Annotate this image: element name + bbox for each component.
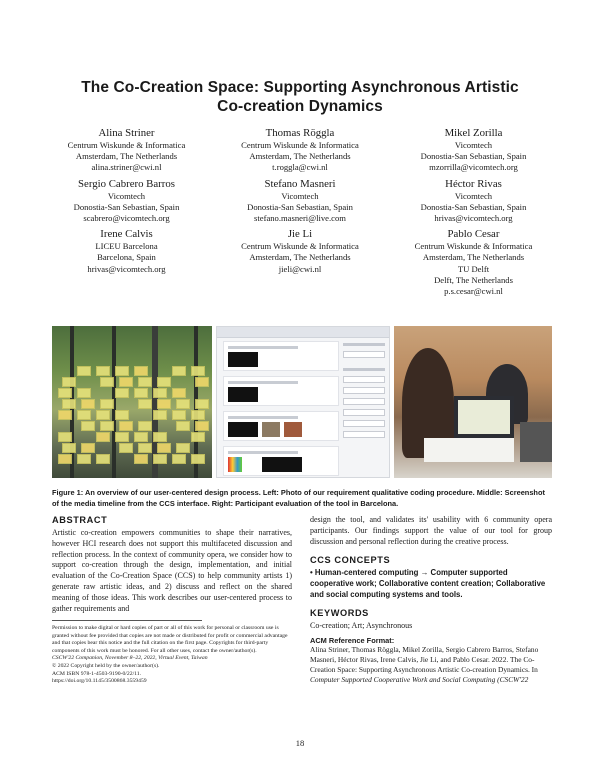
author-affiliation: Centrum Wiskunde & Informatica bbox=[241, 140, 359, 150]
author-location: Amsterdam, The Netherlands bbox=[422, 252, 525, 263]
sticky-note bbox=[195, 399, 209, 409]
author-affiliation: Centrum Wiskunde & Informatica bbox=[241, 241, 359, 252]
sticky-note bbox=[81, 421, 95, 431]
author-name: Stefano Masneri bbox=[264, 177, 336, 190]
author-affiliation: Vicomtech bbox=[281, 190, 319, 201]
sticky-note bbox=[100, 377, 114, 387]
sticky-note bbox=[134, 366, 148, 376]
sticky-note bbox=[62, 399, 76, 409]
author-name: Héctor Rivas bbox=[445, 177, 502, 190]
abstract-heading: ABSTRACT bbox=[52, 515, 108, 525]
author-email: jieli@cwi.nl bbox=[278, 263, 322, 274]
author-card bbox=[40, 228, 213, 297]
media-timeline-screenshot bbox=[216, 326, 390, 478]
sticky-note bbox=[176, 399, 190, 409]
acm-reference-heading: ACM Reference Format: bbox=[310, 635, 395, 645]
author-name: Sergio Cabrero Barros bbox=[78, 177, 175, 190]
participant-evaluation-photo bbox=[394, 326, 552, 478]
sticky-note bbox=[115, 366, 129, 376]
abstract-continuation: design the tool, and validates its' usability with 6 community opera participants. Our findings support the value of our tool for group discussion and personal reflection during the creative process. bbox=[310, 515, 552, 546]
copyright-line: © 2022 Copyright held by the owner/author(s). bbox=[52, 662, 160, 669]
browser-bar bbox=[217, 327, 389, 338]
title-line-2: Co-creation Dynamics bbox=[217, 98, 383, 115]
keywords-heading: KEYWORDS bbox=[310, 608, 369, 619]
laptop-screen bbox=[458, 400, 510, 434]
timeline-post bbox=[223, 411, 339, 441]
sticky-note bbox=[172, 410, 186, 420]
paper-title bbox=[40, 78, 560, 116]
sticky-note bbox=[77, 366, 91, 376]
sticky-note bbox=[191, 432, 205, 442]
timeline-post bbox=[223, 341, 339, 371]
sticky-note bbox=[100, 421, 114, 431]
author-affiliation: Vicomtech bbox=[107, 190, 146, 201]
author-affiliation: Centrum Wiskunde & Informatica bbox=[67, 140, 186, 150]
author-location: Barcelona, Spain bbox=[97, 252, 156, 263]
acm-reference-venue: Computer Supported Cooperative Work and Social Computing (CSCW'22 bbox=[310, 674, 529, 684]
author-name: Mikel Zorilla bbox=[444, 127, 503, 139]
sticky-note bbox=[96, 366, 110, 376]
author-card bbox=[214, 127, 387, 174]
sticky-note bbox=[115, 432, 129, 442]
author-row bbox=[40, 178, 560, 225]
author-location: Donostia-San Sebastian, Spain bbox=[247, 201, 353, 212]
venue-line: CSCW'22 Companion, November 8–22, 2022, Virtual Event, Taiwan bbox=[52, 655, 208, 662]
timeline-feed bbox=[223, 341, 339, 478]
author-email: hrivas@vicomtech.org bbox=[87, 263, 166, 274]
author-row bbox=[40, 228, 560, 297]
author-location: Amsterdam, The Netherlands bbox=[249, 151, 351, 162]
sticky-note bbox=[119, 377, 133, 387]
sticky-note bbox=[176, 443, 190, 453]
sticky-note bbox=[157, 443, 171, 453]
figure-1 bbox=[52, 326, 552, 478]
sticky-note bbox=[138, 377, 152, 387]
laptop bbox=[520, 422, 552, 462]
abstract-text: Artistic co-creation empowers communities to shape their narratives, however HCI research does not support this multifaceted discussion and reflection process. In the context of community opera, we consider how to support co-creation through the design, implementation, and initial evaluation of the Co-Creation Space (CCS) to help community artists 1) generate raw artistic ideas, and 2) discuss and reflect on the shared meaning of those ideas. This work describes our user-centered process to gather requirements and bbox=[52, 528, 292, 613]
page-number: 18 bbox=[295, 738, 305, 748]
author-location: Amsterdam, The Netherlands bbox=[249, 252, 351, 263]
sticky-note bbox=[153, 432, 167, 442]
author-affiliation: Centrum Wiskunde & Informatica bbox=[414, 241, 533, 252]
ccs-concepts-text: • Human-centered computing → Computer supported cooperative work; Collaborative content creation; Collaborative and social computing systems and tools. bbox=[310, 568, 546, 599]
sticky-note bbox=[153, 454, 167, 464]
sticky-note bbox=[172, 366, 186, 376]
sticky-note bbox=[172, 388, 186, 398]
sticky-note bbox=[153, 388, 167, 398]
sticky-note bbox=[119, 443, 133, 453]
sticky-note bbox=[119, 421, 133, 431]
timeline-post bbox=[223, 376, 339, 406]
author-email: mzorrilla@vicomtech.org bbox=[429, 162, 518, 173]
sticky-note bbox=[138, 399, 152, 409]
author-card bbox=[214, 178, 387, 225]
author-card bbox=[387, 127, 560, 174]
sticky-note bbox=[58, 388, 72, 398]
acm-reference-text bbox=[310, 645, 552, 685]
sticky-note bbox=[77, 454, 91, 464]
author-location-3: Delft, The Netherlands bbox=[434, 274, 513, 285]
footnote-divider bbox=[52, 620, 202, 621]
sticky-note bbox=[96, 454, 110, 464]
sticky-note bbox=[157, 377, 171, 387]
title-line-1: The Co-Creation Space: Supporting Asynchronous Artistic bbox=[81, 79, 519, 96]
sticky-note bbox=[58, 410, 72, 420]
author-email: scabrero@vicomtech.org bbox=[83, 213, 170, 224]
keywords-text: Co-creation; Art; Asynchronous bbox=[310, 621, 413, 631]
author-affiliation: LICEU Barcelona bbox=[95, 241, 158, 252]
sticky-note bbox=[153, 410, 167, 420]
left-column bbox=[52, 515, 292, 614]
sticky-note bbox=[58, 432, 72, 442]
sticky-note bbox=[81, 399, 95, 409]
sticky-note bbox=[96, 410, 110, 420]
filter-sidebar bbox=[343, 343, 385, 442]
sticky-note bbox=[191, 366, 205, 376]
right-column bbox=[310, 515, 552, 685]
author-email: t.roggla@cwi.nl bbox=[272, 162, 328, 173]
author-card bbox=[387, 228, 560, 297]
author-email: alina.striner@cwi.nl bbox=[91, 162, 162, 173]
author-location: Donostia-San Sebastian, Spain bbox=[73, 201, 180, 212]
sticky-note bbox=[62, 443, 76, 453]
doi-link[interactable]: https://doi.org/10.1145/3500868.3559459 bbox=[52, 678, 147, 685]
isbn-line: ACM ISBN 978-1-4503-9190-0/22/11. bbox=[52, 670, 142, 677]
sticky-note bbox=[195, 421, 209, 431]
author-name: Pablo Cesar bbox=[447, 228, 500, 241]
sticky-note bbox=[195, 377, 209, 387]
sticky-note bbox=[191, 410, 205, 420]
sticky-note bbox=[191, 454, 205, 464]
sticky-note bbox=[176, 421, 190, 431]
sticky-note bbox=[134, 388, 148, 398]
author-row bbox=[40, 127, 560, 174]
sticky-note bbox=[115, 388, 129, 398]
author-name: Irene Calvis bbox=[100, 228, 153, 241]
sticky-note bbox=[157, 399, 171, 409]
sticky-note bbox=[77, 388, 91, 398]
author-email: p.s.cesar@cwi.nl bbox=[444, 286, 503, 297]
author-email: hrivas@vicomtech.org bbox=[434, 213, 513, 224]
author-email: stefano.masneri@live.com bbox=[254, 213, 346, 224]
sticky-note bbox=[58, 454, 72, 464]
author-card bbox=[40, 127, 213, 174]
sticky-note bbox=[96, 432, 110, 442]
ccs-heading: CCS CONCEPTS bbox=[310, 555, 391, 566]
author-affiliation: Vicomtech bbox=[454, 190, 493, 201]
author-block bbox=[40, 127, 560, 301]
sticky-note bbox=[134, 454, 148, 464]
sticky-note bbox=[138, 421, 152, 431]
sticky-note bbox=[77, 410, 91, 420]
author-location: Amsterdam, The Netherlands bbox=[75, 151, 178, 162]
acm-reference-citation: Alina Striner, Thomas Röggla, Mikel Zorilla, Sergio Cabrero Barros, Stefano Masneri, Héctor Rivas, Irene Calvis, Jie Li, and Pablo Cesar. 2022. The Co-Creation Space: Supporting Asynchronous Artistic Co-creation Dynamics. In bbox=[310, 644, 539, 674]
author-location-2: TU Delft bbox=[457, 263, 490, 274]
coding-procedure-photo bbox=[52, 326, 212, 478]
sticky-note bbox=[172, 454, 186, 464]
author-affiliation: Vicomtech bbox=[454, 140, 493, 150]
author-name: Thomas Röggla bbox=[265, 127, 335, 139]
sticky-note bbox=[81, 443, 95, 453]
author-card bbox=[40, 178, 213, 225]
sticky-note bbox=[115, 410, 129, 420]
author-location: Donostia-San Sebastian, Spain bbox=[420, 201, 527, 212]
author-name: Alina Striner bbox=[98, 127, 155, 139]
figure-caption: Figure 1: An overview of our user-centered design process. Left: Photo of our requirement qualitative coding procedure. Middle: Screenshot of the media timeline from the CCS interface. Right: Participant evaluation of the tool in Barcelona. bbox=[52, 488, 545, 508]
paper-sheet bbox=[424, 438, 514, 462]
permission-text: Permission to make digital or hard copies of part or all of this work for personal or classroom use is granted without fee provided that copies are not made or distributed for profit or commercial advantage and that copies bear this notice and the full citation on the first page. Copyrights for third-party components of this work must be honored. For all other uses, contact the owner/author(s). bbox=[52, 625, 288, 654]
author-location: Donostia-San Sebastian, Spain bbox=[420, 151, 527, 162]
timeline-post bbox=[223, 446, 339, 476]
author-name: Jie Li bbox=[287, 228, 313, 241]
author-card bbox=[214, 228, 387, 297]
permission-notice bbox=[52, 625, 292, 686]
sticky-note bbox=[62, 377, 76, 387]
sticky-note bbox=[138, 443, 152, 453]
sticky-note bbox=[100, 399, 114, 409]
sticky-note bbox=[134, 432, 148, 442]
author-card bbox=[387, 178, 560, 225]
